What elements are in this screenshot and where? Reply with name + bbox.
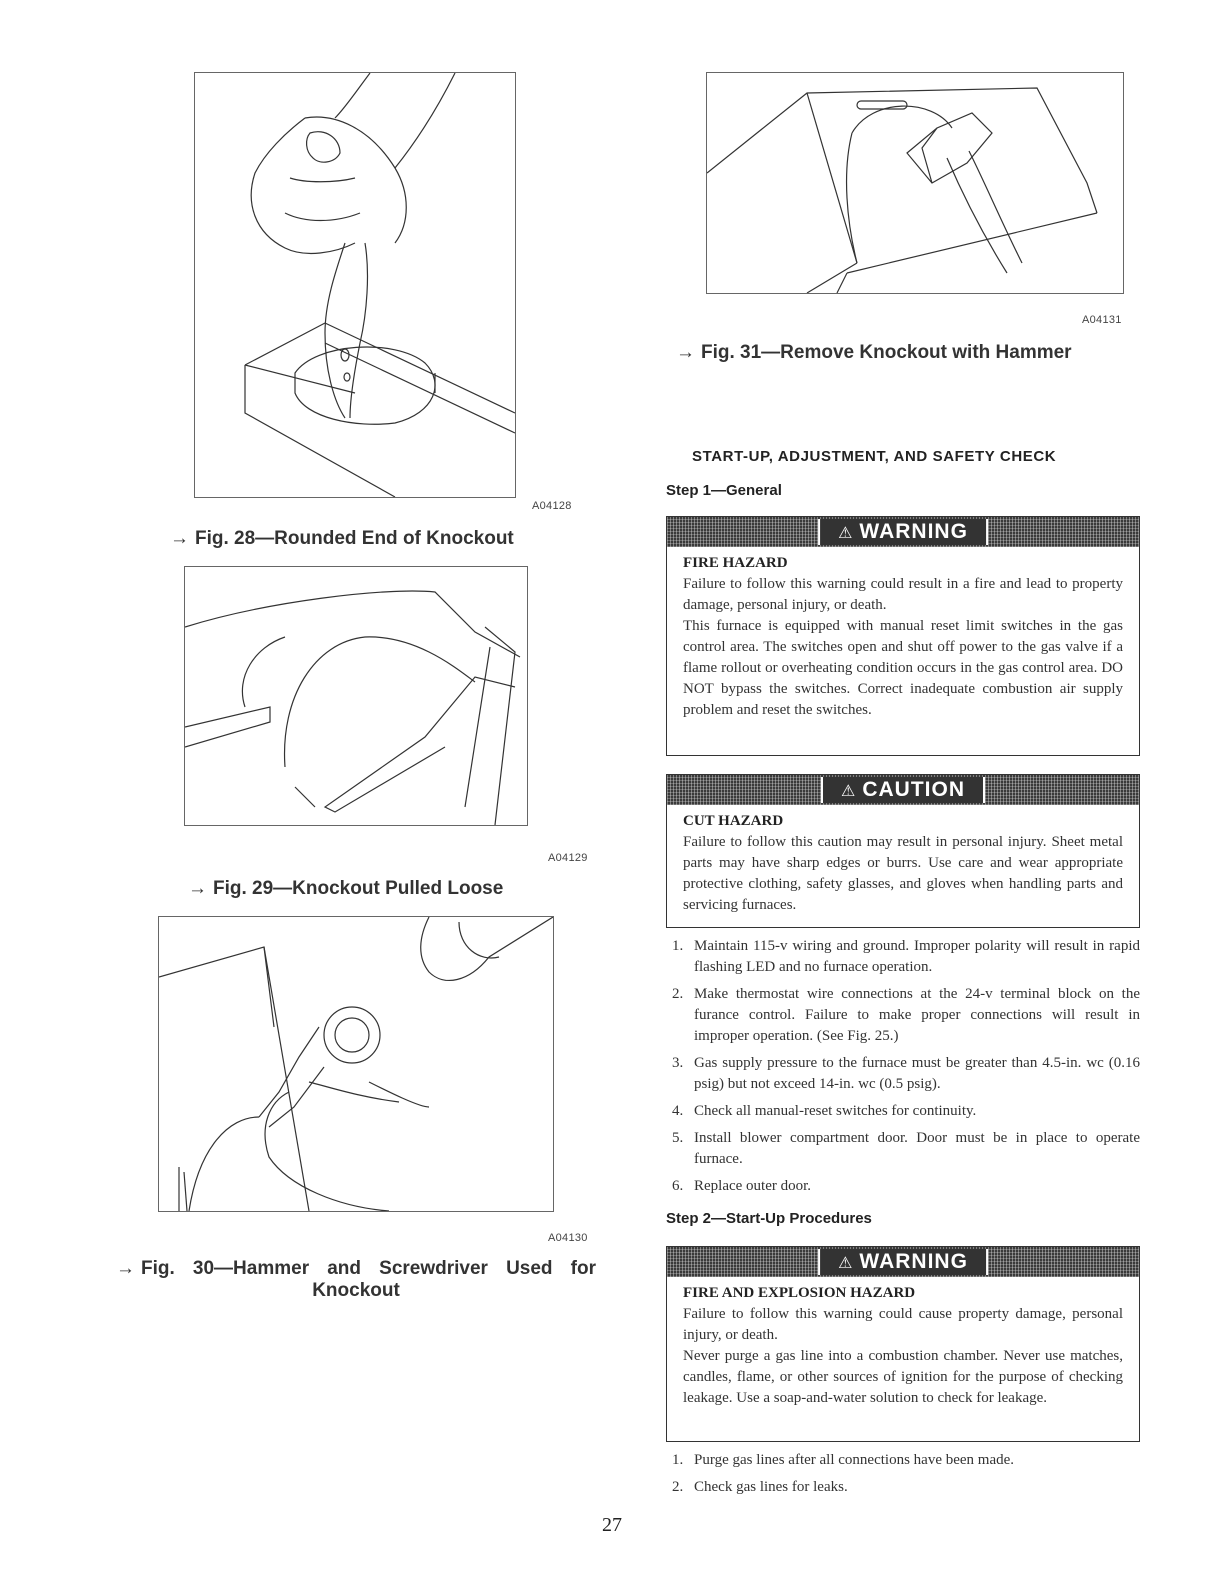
- fire-hazard-warning-box: [666, 516, 1140, 756]
- figure-29-caption-text: Fig. 29—Knockout Pulled Loose: [213, 878, 504, 899]
- figure-29-illustration: [184, 566, 528, 826]
- section-heading: START-UP, ADJUSTMENT, AND SAFETY CHECK: [692, 448, 1057, 465]
- list-item: 5. Install blower compartment door. Door must be in place to operate furnace.: [672, 1130, 1140, 1167]
- figure-28-illustration: [194, 72, 516, 498]
- list-item: 1. Purge gas lines after all connections have been made.: [672, 1452, 1015, 1468]
- warning-label: WARNING: [859, 1250, 968, 1273]
- cut-hazard-caution-box: [666, 774, 1140, 928]
- figure-30-illustration: [158, 916, 554, 1212]
- hazard-title: CUT HAZARD: [683, 813, 784, 829]
- warning-body: [667, 1277, 1139, 1415]
- arrow-right-icon: →: [188, 878, 207, 899]
- figure-30-caption-line1: Fig. 30—Hammer and Screwdriver Used for: [141, 1258, 596, 1279]
- caution-banner: [667, 775, 1139, 805]
- arrow-right-icon: →: [116, 1258, 135, 1279]
- figure-31-caption-text: Fig. 31—Remove Knockout with Hammer: [701, 342, 1072, 363]
- list-item: 2. Make thermostat wire connections at the 24-v terminal block on the furance control. Failure to make proper connections will result in improper operation. (See Fig. 25.): [672, 986, 1140, 1044]
- figure-28-caption-text: Fig. 28—Rounded End of Knockout: [195, 528, 514, 549]
- hazard-title: FIRE AND EXPLOSION HAZARD: [683, 1285, 916, 1301]
- list-item: 1. Maintain 115-v wiring and ground. Improper polarity will result in rapid flashing LED and no furnace operation.: [672, 938, 1140, 975]
- figure-31-caption: [676, 342, 1072, 364]
- warning-body: [667, 547, 1139, 727]
- warning-triangle-icon: ⚠: [840, 783, 857, 800]
- step-2-heading: Step 2—Start-Up Procedures: [666, 1210, 872, 1227]
- list-item: 4. Check all manual-reset switches for continuity.: [672, 1103, 977, 1119]
- figure-28-caption: [170, 528, 514, 550]
- warning-badge: [818, 1249, 988, 1275]
- caution-body: [667, 805, 1139, 922]
- figure-30-code: A04130: [548, 1232, 588, 1244]
- warning-label: WARNING: [859, 520, 968, 543]
- list-item: 2. Check gas lines for leaks.: [672, 1479, 848, 1495]
- warning-badge: [818, 519, 988, 545]
- warning-banner: [667, 517, 1139, 547]
- caution-badge: [821, 777, 985, 803]
- figure-31-illustration: [706, 72, 1124, 294]
- general-steps-list: [666, 936, 1140, 1203]
- explosion-hazard-warning-box: [666, 1246, 1140, 1442]
- figure-31-code: A04131: [1082, 314, 1122, 326]
- page-number: 27: [602, 1514, 622, 1536]
- warning-triangle-icon: ⚠: [838, 525, 854, 542]
- list-item: 3. Gas supply pressure to the furnace must be greater than 4.5-in. wc (0.16 psig) but not exceed 14-in. wc (0.5 psig).: [672, 1055, 1140, 1092]
- arrow-right-icon: →: [170, 528, 189, 549]
- caution-label: CAUTION: [862, 778, 966, 801]
- warning-triangle-icon: ⚠: [838, 1255, 854, 1272]
- warning-paragraph-1: Failure to follow this warning could result in a fire and lead to property damage, personal injury, or death.: [683, 576, 1123, 613]
- figure-30-caption-line2: Knockout: [312, 1280, 400, 1301]
- warning-banner: [667, 1247, 1139, 1277]
- figure-30-caption: [116, 1258, 596, 1302]
- figure-29-caption: [188, 878, 503, 900]
- caution-paragraph-1: Failure to follow this caution may result in personal injury. Sheet metal parts may have sharp edges or burrs. Use care and wear appropriate protective clothing, safety glasses, and gloves when handling parts and servicing furnaces.: [683, 834, 1123, 913]
- arrow-right-icon: →: [676, 342, 695, 363]
- warning-paragraph-2: Never purge a gas line into a combustion chamber. Never use matches, candles, flame, or other sources of ignition for the purpose of checking leakage. Use a soap-and-water solution to check for leakage.: [683, 1348, 1123, 1406]
- hazard-title: FIRE HAZARD: [683, 555, 788, 571]
- warning-paragraph-1: Failure to follow this warning could cause property damage, personal injury, or death.: [683, 1306, 1123, 1343]
- step-1-heading: Step 1—General: [666, 482, 782, 499]
- figure-28-code: A04128: [532, 500, 572, 512]
- warning-paragraph-2: This furnace is equipped with manual reset limit switches in the gas control area. The switches open and shut off power to the gas valve if a flame rollout or overheating condition occurs in the gas control area. DO NOT bypass the switches. Correct inadequate combustion air supply problem and reset the switches.: [683, 618, 1123, 718]
- startup-steps-list: [666, 1450, 1140, 1504]
- list-item: 6. Replace outer door.: [672, 1178, 812, 1194]
- figure-29-code: A04129: [548, 852, 588, 864]
